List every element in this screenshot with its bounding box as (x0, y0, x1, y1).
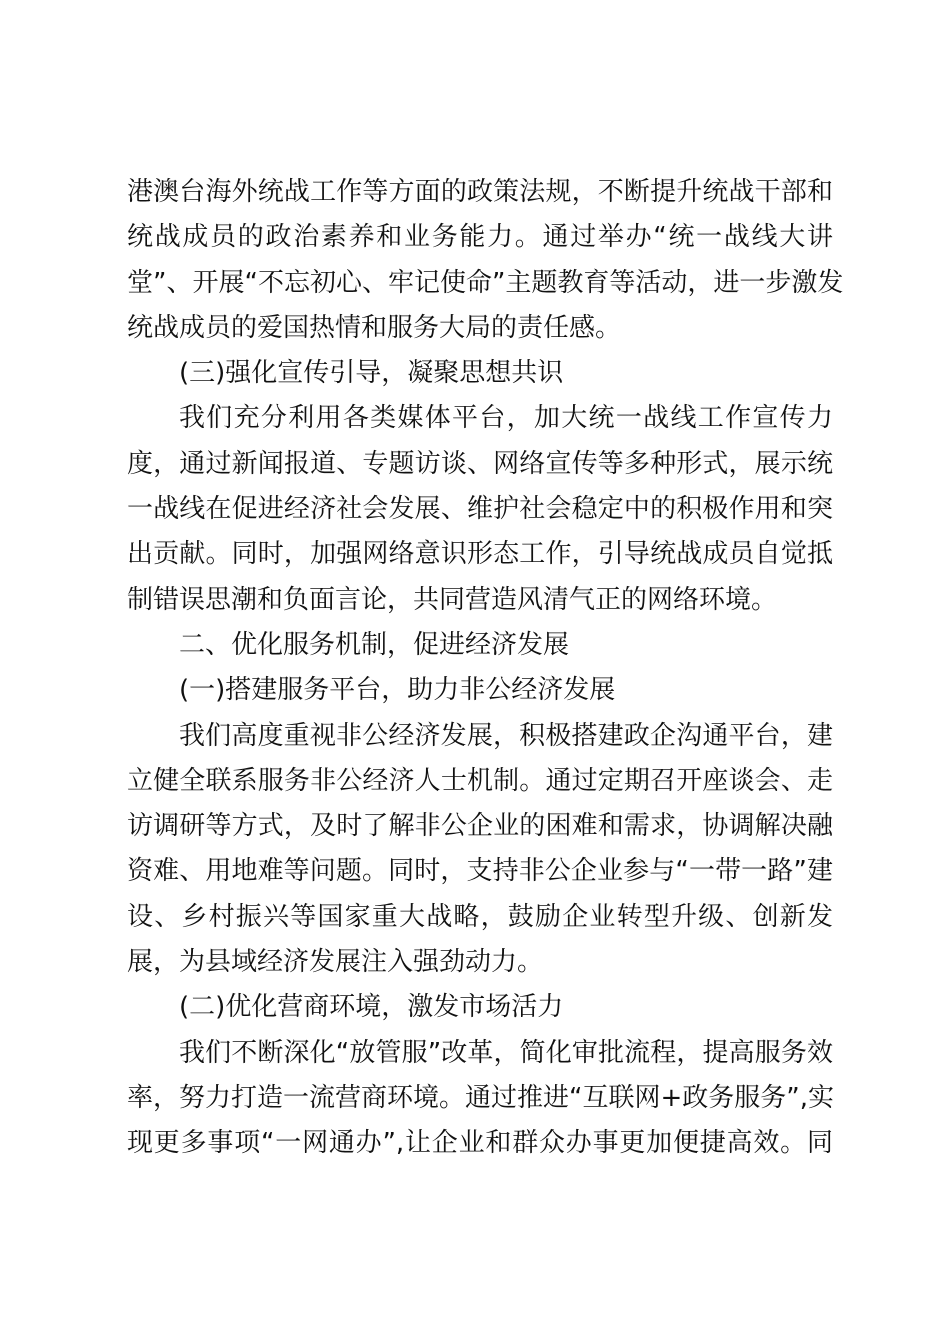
section-heading: (三)强化宣传引导，凝聚思想共识 (179, 358, 564, 389)
text-line: 出贡献。同时，加强网络意识形态工作，引导统战成员自觉抵 (127, 539, 833, 570)
section-heading: (二)优化营商环境，激发市场活力 (179, 992, 564, 1023)
text-line: 我们不断深化“放管服”改革，简化审批流程，提高服务效 (179, 1037, 833, 1068)
text-line: 设、乡村振兴等国家重大战略，鼓励企业转型升级、创新发 (127, 901, 833, 932)
text-line: 制错误思潮和负面言论，共同营造风清气正的网络环境。 (127, 584, 778, 615)
section-heading: (一)搭建服务平台，助力非公经济发展 (179, 675, 616, 706)
text-line: 一战线在促进经济社会发展、维护社会稳定中的积极作用和突 (127, 494, 833, 525)
text-line: 资难、用地难等问题。同时，支持非公企业参与“一带一路”建 (127, 856, 833, 887)
text-line: 率，努力打造一流营商环境。通过推进“互联网+政务服务”,实 (127, 1082, 834, 1113)
text-line: 立健全联系服务非公经济人士机制。通过定期召开座谈会、走 (127, 765, 833, 796)
text-line: 统战成员的爱国热情和服务大局的责任感。 (127, 312, 622, 343)
text-line: 访调研等方式，及时了解非公企业的困难和需求，协调解决融 (127, 811, 833, 842)
text-line: 统战成员的政治素养和业务能力。通过举办“统一战线大讲 (127, 222, 833, 253)
text-line: 我们高度重视非公经济发展，积极搭建政企沟通平台，建 (179, 720, 833, 751)
text-line: 堂”、开展“不忘初心、牢记使命”主题教育等活动，进一步激发 (127, 267, 844, 298)
text-line: 展，为县域经济发展注入强劲动力。 (127, 947, 544, 978)
text-line: 度，通过新闻报道、专题访谈、网络宣传等多种形式，展示统 (127, 448, 833, 479)
text-line: 港澳台海外统战工作等方面的政策法规，不断提升统战干部和 (127, 177, 833, 207)
document-body (127, 170, 844, 1167)
text-line: 我们充分利用各类媒体平台，加大统一战线工作宣传力 (179, 403, 833, 434)
text-line: 现更多事项“一网通办”,让企业和群众办事更加便捷高效。同 (127, 1128, 833, 1159)
section-heading: 二、优化服务机制，促进经济发展 (179, 629, 570, 660)
